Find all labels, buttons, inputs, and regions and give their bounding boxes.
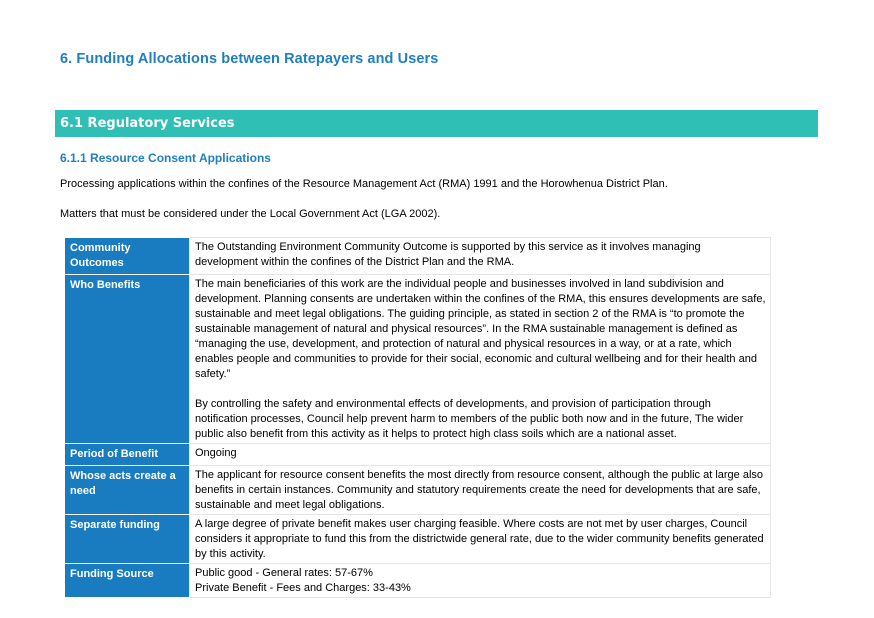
row-label: Community Outcomes <box>65 238 190 275</box>
table-row-whose-acts <box>65 465 771 514</box>
row-value: The applicant for resource consent benefits the most directly from resource consent, although the public at large also benefits in certain instances. Community and statutory requirements create the need for developments that are safe, sustainable and meet legal obligations. <box>190 465 771 514</box>
table-row-period-of-benefit <box>65 443 771 465</box>
row-value: Ongoing <box>190 443 771 465</box>
row-label: Period of Benefit <box>65 443 190 465</box>
lga-paragraph: Matters that must be considered under the Local Government Act (LGA 2002). <box>60 208 441 220</box>
row-value: The main beneficiaries of this work are the individual people and businesses involved in land subdivision and development. Planning consents are undertaken within the confines of the RMA, this ensures developments are safe, sustainable and meet legal obligations. The guiding principle, as stated in section 2 of the RMA is “to promote the sustainable management of natural and physical resources”. In the RMA sustainable management is defined as “managing the use, development, and protection of natural and physical resources in a way, or at a rate, which enables people and communities to provide for their social, economic and cultural wellbeing and for their health and safety.” By controlling the safety and environmental effects of developments, and provision of participation through notification processes, Council help prevent harm to members of the public both now and in the future, The wider public also benefit from this activity as it helps to protect high class soils which are a national asset. <box>190 274 771 443</box>
row-value: A large degree of private benefit makes user charging feasible. Where costs are not met by user charges, Council considers it appropriate to fund this from the districtwide general rate, due to the wider community benefits generated by this activity. <box>190 514 771 563</box>
table-row-separate-funding <box>65 514 771 563</box>
funding-table <box>65 237 771 598</box>
row-value: Public good - General rates: 57-67% Private Benefit - Fees and Charges: 33-43% <box>190 563 771 597</box>
intro-paragraph: Processing applications within the confines of the Resource Management Act (RMA) 1991 and the Horowhenua District Plan. <box>60 178 668 190</box>
section-title: 6.1 Regulatory Services <box>60 116 235 131</box>
page-title: 6. Funding Allocations between Ratepayers and Users <box>60 51 439 67</box>
row-label: Funding Source <box>65 563 190 597</box>
table-row-funding-source <box>65 563 771 597</box>
row-label: Separate funding <box>65 514 190 563</box>
row-value: The Outstanding Environment Community Outcome is supported by this service as it involves managing development within the confines of the District Plan and the RMA. <box>190 238 771 275</box>
subsection-title: 6.1.1 Resource Consent Applications <box>60 151 271 165</box>
section-header-band <box>55 110 818 137</box>
row-label: Whose acts create a need <box>65 465 190 514</box>
table-row-who-benefits <box>65 274 771 443</box>
row-label: Who Benefits <box>65 274 190 443</box>
table-row-community-outcomes <box>65 238 771 275</box>
